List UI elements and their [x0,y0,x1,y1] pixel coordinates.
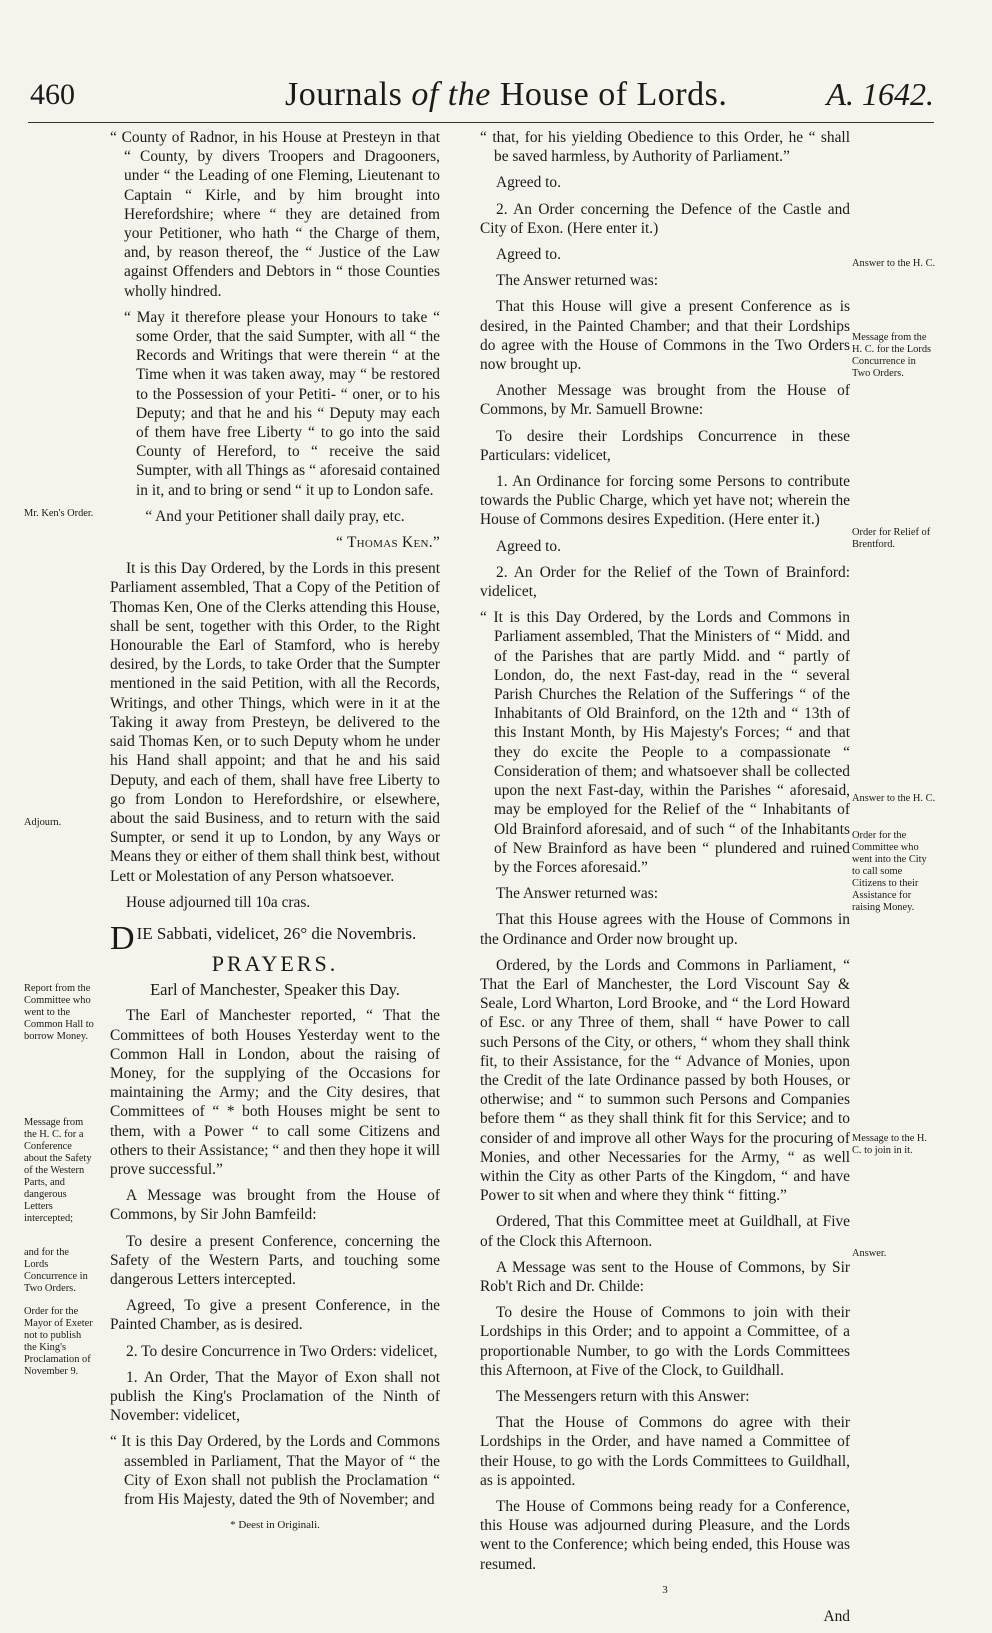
answer-text-1: That this House will give a present Conference as is desired, in the Painted Chamber; and that their Lordships do agree with the House of Commons in the Two Orders now brought up. [480,298,850,374]
concurrence-particulars: To desire their Lordships Concurrence in these Particulars: videlicet, [480,427,850,464]
margin-note-message-browne: Message from the H. C. for the Lords Concurrence in Two Orders. [852,332,932,379]
margin-note-message-conference: Message from the H. C. for a Conference about the Safety of the Western Parts, and dangerous Letters intercepted; [24,1117,92,1224]
petition-continuation: “ County of Radnor, in his House at Presteyn in that “ County, by divers Troopers and Dragooners, under “ the Leading of one Fleming, Lieutenant to Captain “ Kirle, and by him brought into Herefordshire; where “ they are detained from your Petitioner, who hath “ the Charge of them, and, by reason thereof, the “ Justice of the Law against Offenders and Debtors in “ those Counties wholly hindred. [110,129,440,300]
margin-note-report: Report from the Committee who went to the Common Hall to borrow Money. [24,983,94,1042]
agreed-conference: Agreed, To give a present Conference, in the Painted Chamber, as is desired. [110,1297,440,1334]
margin-note-committee: Order for the Committee who went into the City to call some Citizens to their Assistance for raising Money. [852,830,927,913]
exon-order-title: 1. An Order, That the Mayor of Exon shall not publish the King's Proclamation of the Ninth of November: videlicet, [110,1368,440,1425]
exon-order-end: “ that, for his yielding Obedience to this Order, he “ shall be saved harmless, by Authority of Parliament.” [480,129,850,166]
margin-note-message-join: Message to the H. C. to join in it. [852,1133,928,1156]
page-year: A. 1642. [826,76,934,112]
answer-text-2: That this House agrees with the House of Commons in the Ordinance and Order now brought up. [480,911,850,948]
title-pre: Journals [285,76,412,113]
margin-note-answer-2: Answer to the H. C. [852,793,936,804]
margin-note-adjourn: Adjourn. [24,817,62,828]
petition-closing: “ And your Petitioner shall daily pray, etc. [145,507,405,525]
margin-note-answer-3: Answer. [852,1248,887,1259]
title-post: House of Lords. [490,76,728,113]
day-heading-text: IE Sabbati, videlicet, 26° die Novembris. [136,923,417,943]
footnote: * Deest in Originali. [230,1519,320,1532]
petition-signature: “ Thomas Ken.” [335,534,440,552]
concurrence-two-orders: 2. To desire Concurrence in Two Orders: videlicet, [126,1342,438,1360]
answer-returned-1: The Answer returned was: [496,272,658,290]
message-rich-childe: A Message was sent to the House of Commons, by Sir Rob't Rich and Dr. Childe: [480,1258,850,1295]
title-of-the: of the [411,76,491,113]
agreed-2: Agreed to. [496,246,561,264]
left-column [110,128,440,1542]
page-number: 460 [30,78,75,111]
petition-prayer: “ May it therefore please your Honours to take “ some Order, that the said Sumpter, with all “ the Records and Writings that were therein “ at the Time when it was taken away, may “ be restored to the Possession of your Petiti- “ oner, or to his Deputy; and that he and his “ Deputy may each of them have free Liberty “ to go into the said County of Hereford, to “ receive the said Sumpter, with all Things as “ aforesaid contained in it, and to bring or send “ it up to London safe. [124,308,440,499]
margin-note-exeter-order: Order for the Mayor of Exeter not to publish the King's Proclamation of November 9. [24,1306,93,1377]
brainford-order-title: 2. An Order for the Relief of the Town of Brainford: videlicet, [480,563,850,601]
margin-note-answer-1: Answer to the H. C. [852,258,936,269]
message-browne: Another Message was brought from the House of Commons, by Mr. Samuell Browne: [480,382,850,419]
agreed-1: Agreed to. [496,174,561,192]
prayers-heading: PRAYERS. [211,950,339,976]
defence-order: 2. An Order concerning the Defence of the Castle and City of Exon. (Here enter it.) [480,200,850,237]
messengers-return: The Messengers return with this Answer: [496,1387,750,1405]
running-title [285,76,727,114]
join-request: To desire the House of Commons to join with their Lordships in this Order; and to appoint a Committee, of a proportionable Number, to go with the Lords Committees this Afternoon, at Five of the Clock, to Guildhall. [480,1304,850,1379]
margin-note-two-orders: and for the Lords Concurrence in Two Orders. [24,1247,88,1294]
ken-order-text: It is this Day Ordered, by the Lords in this present Parliament assembled, That a Copy of the Petition of Thomas Ken, One of the Clerks attending this House, shall be sent, together with this Order, to the Right Honourable the Earl of Stamford, who is hereby desired, by the Lords, to take Order that the Sumpter mentioned in the said Petition, with all the Records, Writings, and other Things, which were in it at the Taking it away from Presteyn, be delivered to the said Thomas Ken, or to such Deputy whom he under his Hand shall appoint; and that he and his said Deputy, and each of them, shall have free Liberty to go from London to Herefordshire, or elsewhere, about the said Business, and to return with the said Sumpter, or send it up to London, by any Ways or Means they or either of them shall think best, without Lett or Molestation of any Person whatsoever. [110,560,440,885]
header-rule [28,122,934,123]
margin-note-brentford: Order for Relief of Brentford. [852,527,931,550]
catchword: And [823,1608,850,1626]
conference-resumed: The House of Commons being ready for a Conference, this House was adjourned during Pleasure, and the Lords went to the Conference; which being ended, this House was resumed. [480,1498,850,1573]
commons-agree: That the House of Commons do agree with their Lordships in the Order, and have named a Committee of their House, to go with the Lords Committees to Guildhall, as is appointed. [480,1414,850,1489]
guildhall-order: Ordered, That this Committee meet at Guildhall, at Five of the Clock this Afternoon. [480,1213,850,1250]
ordinance-contribute: 1. An Ordinance for forcing some Persons to contribute towards the Public Charge, which yet have not; wherein the House of Commons desires Expedition. (Here enter it.) [480,473,850,529]
day-heading: DIE Sabbati, videlicet, 26° die Novembris. [110,919,417,957]
right-column [480,128,850,1633]
manchester-report: The Earl of Manchester reported, “ That the Committees of both Houses Yesterday went to the Common Hall in London, about the raising of Money, for the supplying of the Occasions for maintaining the Army; and the City desires, that Committees of “ * both Houses might be sent to them, with a Power “ to call some Citizens and others to their Assistance; “ and then they hope it will prove successful.” [110,1007,440,1178]
margin-note-ken-order: Mr. Ken's Order. [24,508,94,519]
signature-mark: 3 [662,1583,668,1596]
committee-order: Ordered, by the Lords and Commons in Parliament, “ That the Earl of Manchester, the Lord Viscount Say & Seale, Lord Wharton, Lord Brooke, and “ the Lord Howard of Esc. or any Three of them, shall “ have Power to call such Persons of the City, or others, “ whom they shall think fit, to their Assistance, for the “ Advance of Monies, upon the Credit of the late Ordinance passed by both Houses, or otherwise; and “ to summon such Persons and Companies before them “ as they shall think fit for this Service; and to consider of and improve all other Ways for the procuring of Monies, and other Necessaries for the Army, “ as well within the City as other Parts of the Kingdom, “ and have Power to sit when and where they think “ fitting.” [480,956,850,1205]
adjournment-text: House adjourned till 10a cras. [126,893,311,911]
message-bamfeild: A Message was brought from the House of Commons, by Sir John Bamfeild: [110,1187,440,1224]
agreed-3: Agreed to. [496,537,561,555]
brainford-order-text: “ It is this Day Ordered, by the Lords and Commons in Parliament assembled, That the Ministers of “ Midd. and of the Parishes that are partly Midd. and “ partly of London, do, the next Fast-day, read in the “ several Parish Churches the Relation of the Sufferings “ of the Inhabitants of Old Brainford, on the 12th and “ 13th of this Instant Month, by His Majesty's Forces; “ and that they do excite the People to a compassionate “ Consideration of them; and whatsoever shall be collected upon the next Fast-day, within the Parishes “ aforesaid, may be employed for the Relief of the “ Inhabitants of Old Brainford aforesaid, and of such “ of the Inhabitants of New Brainford as have been “ plundered and ruined by the Forces aforesaid.” [480,609,850,876]
speaker-line: Earl of Manchester, Speaker this Day. [150,980,400,1000]
answer-returned-2: The Answer returned was: [496,885,658,903]
exon-order-text: “ It is this Day Ordered, by the Lords and Commons assembled in Parliament, That the Mayor of “ the City of Exon shall not publish the Proclamation “ from His Majesty, dated the 9th of November; and [110,1433,440,1508]
conference-request: To desire a present Conference, concerning the Safety of the Western Parts, and touching some dangerous Letters intercepted. [110,1232,440,1288]
